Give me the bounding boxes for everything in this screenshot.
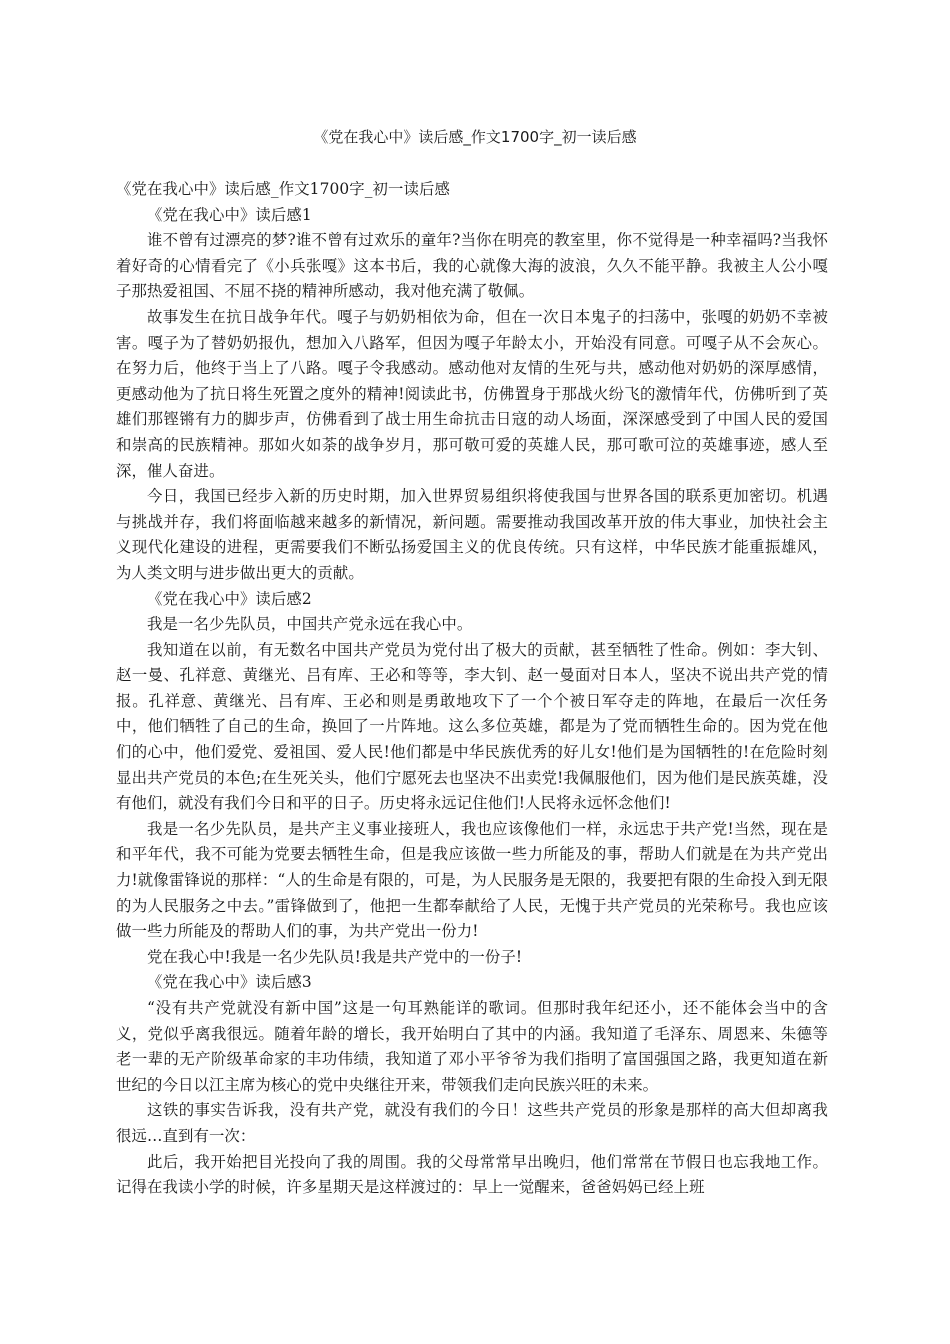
paragraph: 今日，我国已经步入新的历史时期，加入世界贸易组织将使我国与世界各国的联系更加密切。机遇与挑战并存，我们将面临越来越多的新情况，新问题。需要推动我国改革开放的伟大事业，加快社会主义现代化建设的进程，更需要我们不断弘扬爱国主义的优良传统。只有这样，中华民族才能重振雄风，为人类文明与进步做出更大的贡献。	[116, 487, 828, 582]
section-heading-3: 《党在我心中》读后感3	[147, 973, 312, 992]
paragraph: 这铁的事实告诉我，没有共产党，就没有我们的今日！这些共产党员的形象是那样的高大但却离我很远…直到有一次：	[116, 1101, 828, 1145]
paragraph: 此后，我开始把目光投向了我的周围。我的父母常常早出晚归，他们常常在节假日也忘我地工作。记得在我读小学的时候，许多星期天是这样渡过的：早上一觉醒来，爸爸妈妈已经上班	[116, 1152, 828, 1197]
paragraph: “没有共产党就没有新中国”这是一句耳熟能详的歌词。但那时我年纪还小，还不能体会当中的含义，党似乎离我很远。随着年龄的增长，我开始明白了其中的内涵。我知道了毛泽东、周恩来、朱德等老一辈的无产阶级革命家的丰功伟绩，我知道了邓小平爷爷为我们指明了富国强国之路，我更知道在新世纪的今日以江主席为核心的党中央继往开来，带领我们走向民族兴旺的未来。	[116, 999, 828, 1094]
paragraph: 我知道在以前，有无数名中国共产党员为党付出了极大的贡献，甚至牺牲了性命。例如：李大钊、赵一曼、孔祥意、黄继光、吕有库、王必和等等，李大钊、赵一曼面对日本人，坚决不说出共产党的情报。孔祥意、黄继光、吕有库、王必和则是勇敢地攻下了一个个被日军夺走的阵地，在最后一次任务中，他们牺牲了自己的生命，换回了一片阵地。这么多位英雄，都是为了党而牺牲生命的。因为党在他们的心中，他们爱党、爱祖国、爱人民!他们都是中华民族优秀的好儿女!他们是为国牺牲的!在危险时刻显出共产党员的本色;在生死关头，他们宁愿死去也坚决不出卖党!我佩服他们，因为他们是民族英雄，没有他们，就没有我们今日和平的日子。历史将永远记住他们!人民将永远怀念他们!	[116, 640, 828, 813]
paragraph: 党在我心中!我是一名少先队员!我是共产党中的一份子!	[147, 947, 523, 966]
paragraph: 谁不曾有过漂亮的梦?谁不曾有过欢乐的童年?当你在明亮的教室里，你不觉得是一种幸福吗?当我怀着好奇的心情看完了《小兵张嘎》这本书后，我的心就像大海的波浪，久久不能平静。我被主人公小嘎子那热爱祖国、不屈不挠的精神所感动，我对他充满了敬佩。	[116, 231, 828, 301]
section-heading-1: 《党在我心中》读后感1	[147, 205, 312, 224]
paragraph: 我是一名少先队员，是共产主义事业接班人，我也应该像他们一样，永远忠于共产党!当然，现在是和平年代，我不可能为党要去牺牲生命，但是我应该做一些力所能及的事，帮助人们就是在为共产党出力!就像雷锋说的那样：“人的生命是有限的，可是，为人民服务是无限的，我要把有限的生命投入到无限的为人民服务之中去。”雷锋做到了，他把一生都奉献给了人民，无愧于共产党员的光荣称号。我也应该做一些力所能及的帮助人们的事，为共产党出一份力!	[116, 819, 828, 941]
section-heading-2: 《党在我心中》读后感2	[147, 589, 312, 608]
page-title: 《党在我心中》读后感_作文1700字_初一读后感	[313, 128, 637, 146]
paragraph: 我是一名少先队员，中国共产党永远在我心中。	[147, 615, 473, 634]
document-heading: 《党在我心中》读后感_作文1700字_初一读后感	[116, 180, 450, 198]
paragraph: 故事发生在抗日战争年代。嘎子与奶奶相依为命，但在一次日本鬼子的扫荡中，张嘎的奶奶不幸被害。嘎子为了替奶奶报仇，想加入八路军，但因为嘎子年龄太小，开始没有同意。可嘎子从不会灰心。在努力后，他终于当上了八路。嘎子令我感动。感动他对友情的生死与共，感动他对奶奶的深厚感情，更感动他为了抗日将生死置之度外的精神!阅读此书，仿佛置身于那战火纷飞的激情年代，仿佛听到了英雄们那铿锵有力的脚步声，仿佛看到了战士用生命抗击日寇的动人场面，深深感受到了中国人民的爱国和崇高的民族精神。那如火如荼的战争岁月，那可敬可爱的英雄人民，那可歌可泣的英雄事迹，感人至深，催人奋进。	[116, 307, 828, 480]
document-body	[116, 177, 828, 1201]
